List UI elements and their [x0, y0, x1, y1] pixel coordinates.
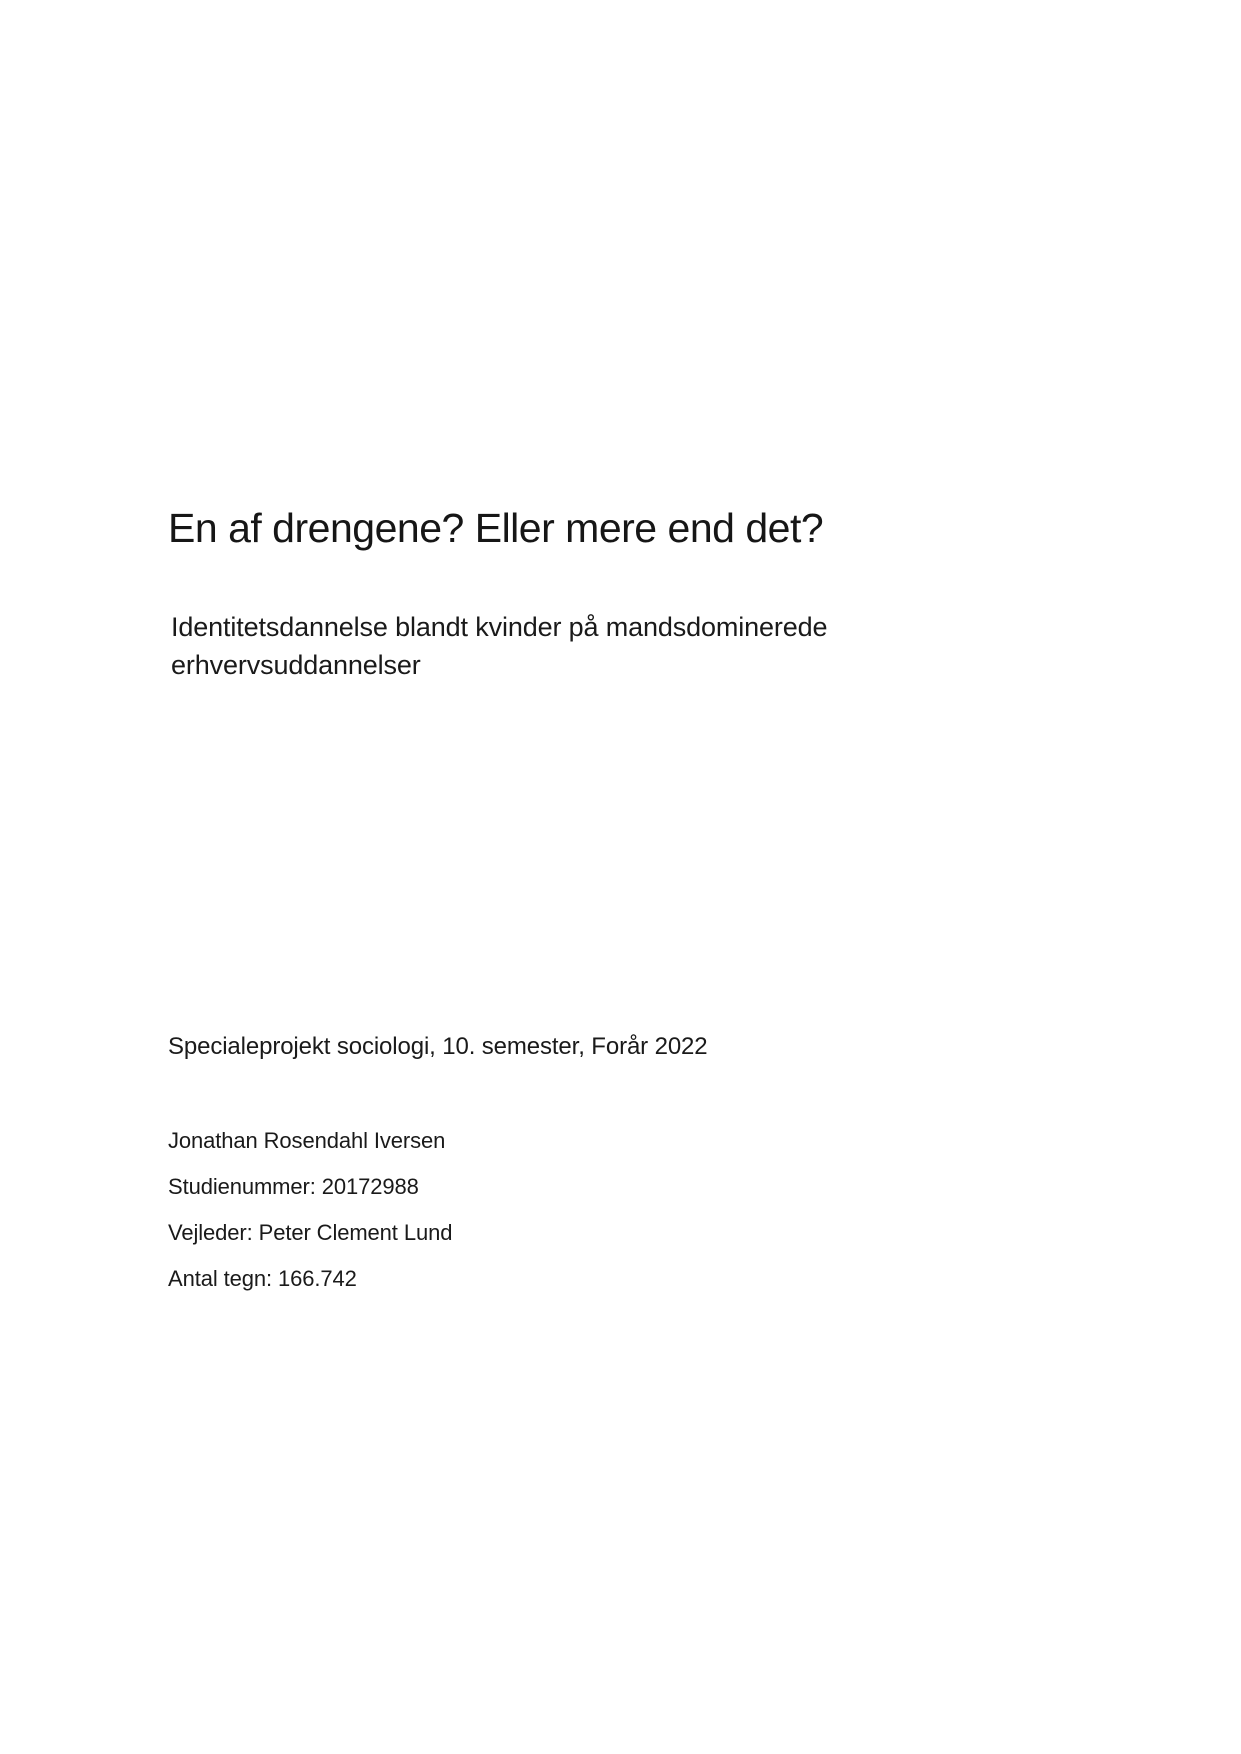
author-name: Jonathan Rosendahl Iversen — [168, 1128, 446, 1153]
project-info-line: Specialeprojekt sociologi, 10. semester, Forår 2022 — [168, 1033, 708, 1060]
subtitle-line-2: erhvervsuddannelser — [171, 650, 421, 680]
page-subtitle — [171, 608, 827, 684]
subtitle-line-1: Identitetsdannelse blandt kvinder på mandsdominerede — [171, 612, 828, 642]
character-count: Antal tegn: 166.742 — [168, 1266, 357, 1291]
page-title: En af drengene? Eller mere end det? — [168, 505, 824, 551]
supervisor-name: Vejleder: Peter Clement Lund — [168, 1220, 453, 1245]
student-number: Studienummer: 20172988 — [168, 1174, 419, 1199]
